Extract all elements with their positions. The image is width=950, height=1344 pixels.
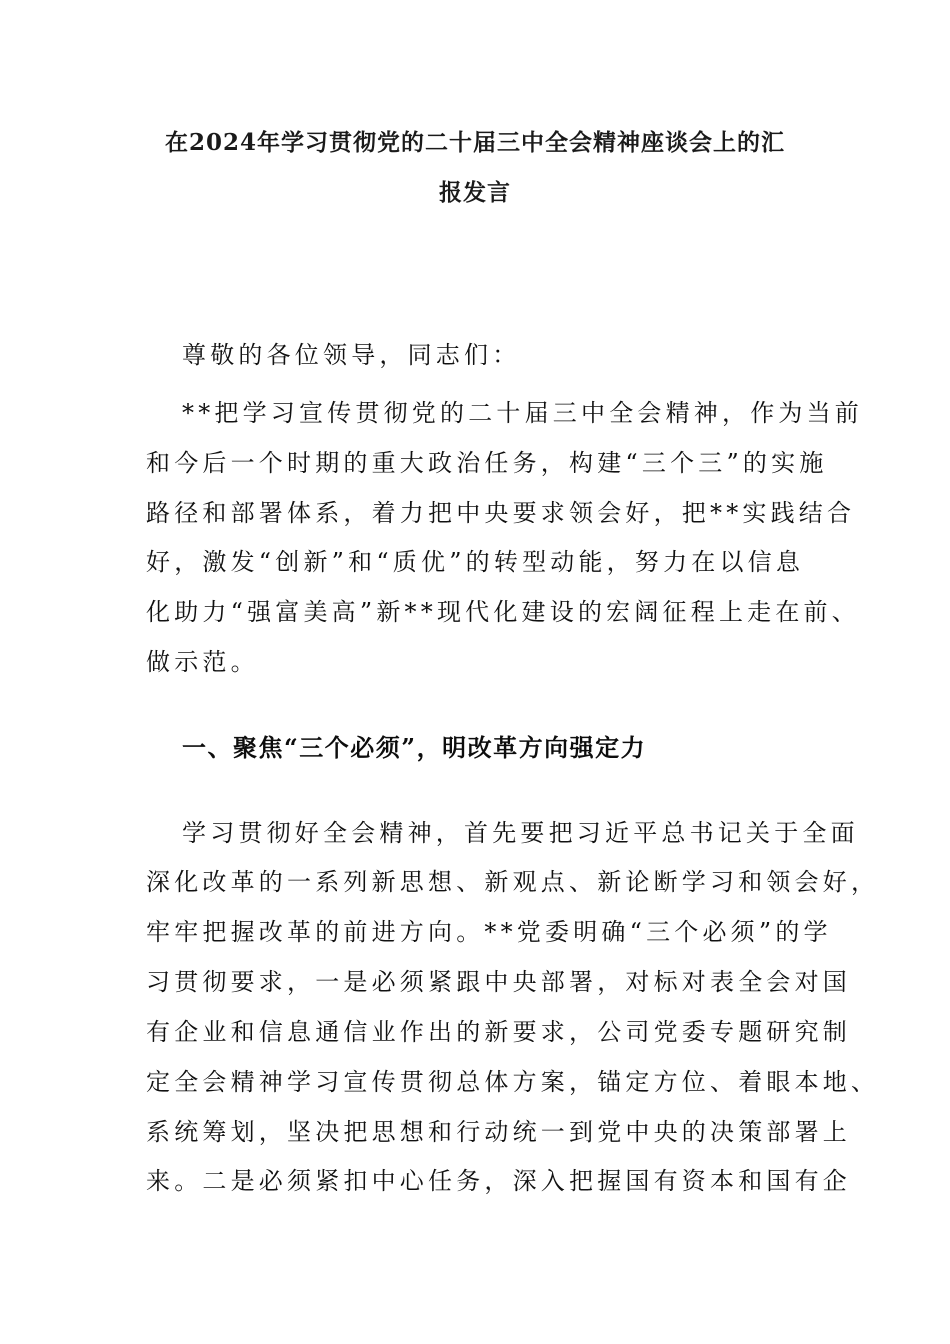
intro-paragraph-line: **把学习宣传贯彻党的二十届三中全会精神，作为当前	[182, 399, 863, 427]
intro-paragraph-line: 好，激发“创新”和“质优”的转型动能，努力在以信息	[146, 548, 805, 576]
section-1-paragraph-line: 深化改革的一系列新思想、新观点、新论断学习和领会好，	[146, 868, 880, 896]
section-1-paragraph-line: 有企业和信息通信业作出的新要求，公司党委专题研究制	[146, 1018, 851, 1046]
intro-paragraph-line: 和今后一个时期的重大政治任务，构建“三个三”的实施	[146, 449, 828, 477]
intro-paragraph-line: 做示范。	[146, 648, 259, 676]
section-1-paragraph-line: 习贯彻要求，一是必须紧跟中央部署，对标对表全会对国	[146, 968, 851, 996]
section-1-paragraph-line: 系统筹划，坚决把思想和行动统一到党中央的决策部署上	[146, 1118, 851, 1146]
salutation: 尊敬的各位领导，同志们：	[182, 341, 521, 369]
section-1-paragraph-line: 来。二是必须紧扣中心任务，深入把握国有资本和国有企	[146, 1167, 851, 1195]
section-1-heading: 一、聚焦“三个必须”，明改革方向强定力	[182, 733, 647, 762]
intro-paragraph-line: 路径和部署体系，着力把中央要求领会好，把**实践结合	[146, 499, 856, 527]
intro-paragraph-line: 化助力“强富美高”新**现代化建设的宏阔征程上走在前、	[146, 598, 860, 626]
document-title-line-1: 在2024年学习贯彻党的二十届三中全会精神座谈会上的汇	[164, 129, 785, 156]
section-1-paragraph-line: 牢牢把握改革的前进方向。**党委明确“三个必须”的学	[146, 918, 832, 946]
section-1-paragraph-line: 学习贯彻好全会精神，首先要把习近平总书记关于全面	[182, 819, 859, 847]
section-1-paragraph-line: 定全会精神学习宣传贯彻总体方案，锚定方位、着眼本地、	[146, 1068, 880, 1096]
document-title-line-2: 报发言	[439, 179, 511, 206]
